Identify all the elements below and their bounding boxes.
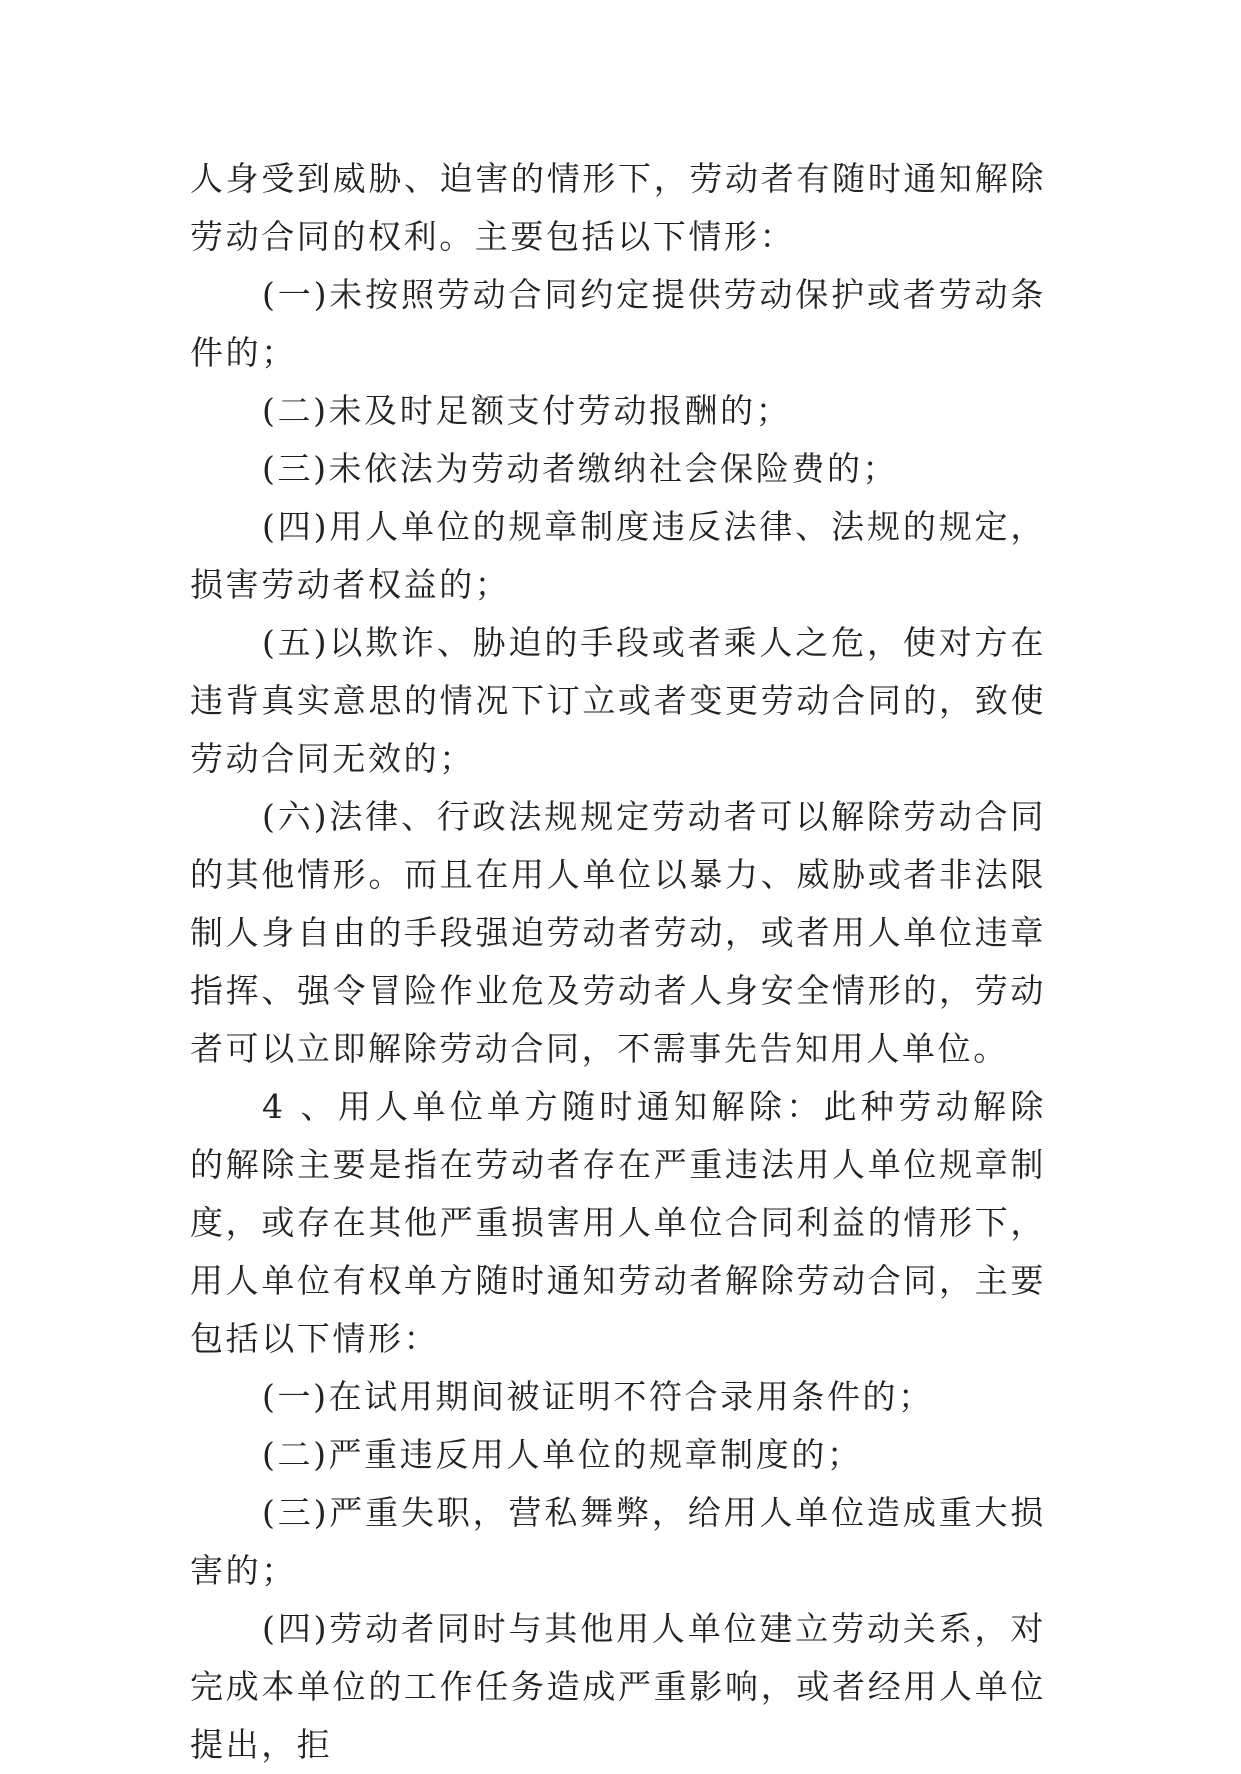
list-item-b: (二)严重违反用人单位的规章制度的； bbox=[262, 1435, 863, 1474]
list-item-3: (三)未依法为劳动者缴纳社会保险费的； bbox=[262, 449, 899, 488]
list-item-5: (五)以欺诈、胁迫的手段或者乘人之危，使对方在违背真实意思的情况下订立或者变更劳动合同的，致使劳动合同无效的； bbox=[190, 623, 1046, 778]
list-item-4: (四)用人单位的规章制度违反法律、法规的规定，损害劳动者权益的； bbox=[190, 507, 1046, 604]
list-item-a: (一)在试用期间被证明不符合录用条件的； bbox=[262, 1377, 934, 1416]
list-item-d: (四)劳动者同时与其他用人单位建立劳动关系，对完成本单位的工作任务造成严重影响，或者经用人单位提出，拒 bbox=[190, 1609, 1046, 1764]
list-item-2: (二)未及时足额支付劳动报酬的； bbox=[262, 391, 792, 430]
paragraph-continued: 人身受到威胁、迫害的情形下，劳动者有随时通知解除劳动合同的权利。主要包括以下情形： bbox=[190, 159, 1046, 256]
list-item-c: (三)严重失职，营私舞弊，给用人单位造成重大损害的； bbox=[190, 1493, 1046, 1590]
section-4-paragraph: 4 、用人单位单方随时通知解除：此种劳动解除的解除主要是指在劳动者存在严重违法用人单位规章制度，或存在其他严重损害用人单位合同利益的情形下，用人单位有权单方随时通知劳动者解除劳动合同，主要包括以下情形： bbox=[190, 1087, 1046, 1358]
list-item-1: (一)未按照劳动合同约定提供劳动保护或者劳动条件的； bbox=[190, 275, 1046, 372]
body-text bbox=[190, 150, 1046, 1774]
list-item-6: (六)法律、行政法规规定劳动者可以解除劳动合同的其他情形。而且在用人单位以暴力、威胁或者非法限制人身自由的手段强迫劳动者劳动，或者用人单位违章指挥、强令冒险作业危及劳动者人身安全情形的，劳动者可以立即解除劳动合同，不需事先告知用人单位。 bbox=[190, 797, 1046, 1068]
